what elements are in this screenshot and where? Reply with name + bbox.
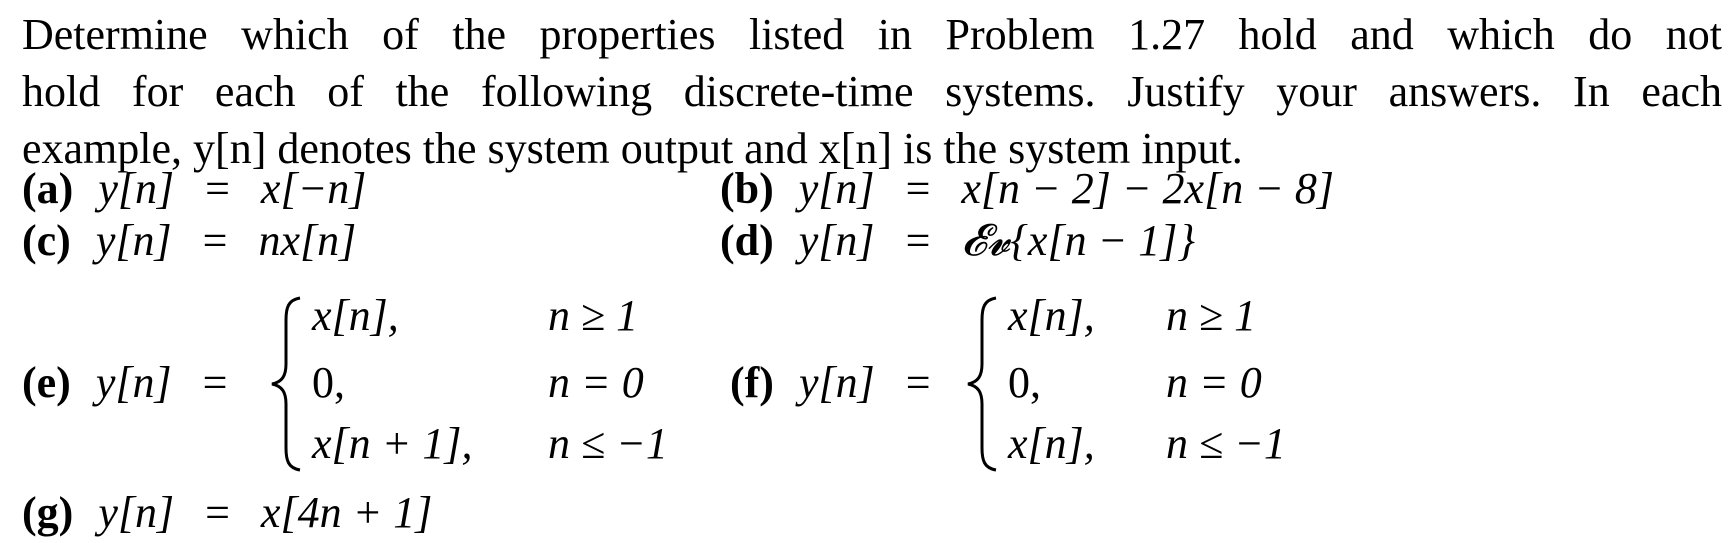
problem-e-case-3-expr: x[n + 1], (312, 419, 473, 468)
problem-a-rhs: x[−n] (260, 164, 367, 213)
problem-d-label: (d) (720, 216, 774, 265)
problem-f-brace (962, 294, 1002, 474)
problem-f-case-3-expr: x[n], (1008, 419, 1095, 468)
problem-d-equals: = (905, 216, 931, 265)
statement-line-3: example, y[n] denotes the system output and x[n] is the system input. (22, 124, 1243, 173)
problem-c-lhs: y[n] (95, 216, 172, 265)
problem-statement (22, 6, 1722, 177)
problem-c-label: (c) (22, 216, 71, 265)
problem-f-case-2-cond: n = 0 (1166, 358, 1262, 407)
problem-f-equals: = (905, 358, 931, 407)
problem-e-case-1-expr: x[n], (312, 291, 399, 340)
problem-b-label: (b) (720, 164, 774, 213)
problem-g (22, 488, 432, 538)
problem-b-lhs: y[n] (798, 164, 875, 213)
problem-f-case-1-cond: n ≥ 1 (1166, 291, 1257, 340)
problem-a-lhs: y[n] (98, 164, 175, 213)
problem-g-rhs: x[4n + 1] (260, 488, 433, 537)
problem-e-case-2-cond: n = 0 (548, 358, 644, 407)
problem-f-case-1-expr: x[n], (1008, 291, 1095, 340)
problem-d (720, 216, 1195, 266)
problem-b-equals: = (905, 164, 931, 213)
problem-d-lhs: y[n] (798, 216, 875, 265)
problem-f-lhs: y[n] (798, 358, 875, 407)
statement-line-2: hold for each of the following discrete-time systems. Justify your answers. In each (22, 67, 1722, 116)
problem-e-label: (e) (22, 358, 71, 407)
problem-f-case-2-expr: 0, (1008, 358, 1041, 407)
statement-line-1: Determine which of the properties listed in Problem 1.27 hold and which do not (22, 10, 1722, 59)
problem-a (22, 164, 366, 214)
problem-g-equals: = (205, 488, 230, 537)
problem-b (720, 164, 1334, 214)
problem-e-equals: = (202, 358, 228, 407)
problem-f-label: (f) (730, 358, 774, 407)
problem-f-case-3-cond: n ≤ −1 (1166, 419, 1286, 468)
problem-e-case-3-cond: n ≤ −1 (548, 419, 668, 468)
problem-e-case-2-expr: 0, (312, 358, 345, 407)
problem-e-case-1-cond: n ≥ 1 (548, 291, 639, 340)
problem-g-label: (g) (22, 488, 74, 537)
problem-e-brace (266, 294, 306, 474)
problem-a-label: (a) (22, 164, 74, 213)
problem-f (730, 358, 951, 408)
problem-e (22, 358, 247, 408)
problem-g-lhs: y[n] (98, 488, 175, 537)
problem-d-rhs: 𝓔𝓿{x[n − 1]} (961, 216, 1195, 265)
problem-b-rhs: x[n − 2] − 2x[n − 8] (961, 164, 1335, 213)
problem-c-equals: = (202, 216, 228, 265)
problem-e-lhs: y[n] (95, 358, 172, 407)
problem-c-rhs: nx[n] (258, 216, 357, 265)
problem-a-equals: = (205, 164, 230, 213)
problem-c (22, 216, 356, 266)
